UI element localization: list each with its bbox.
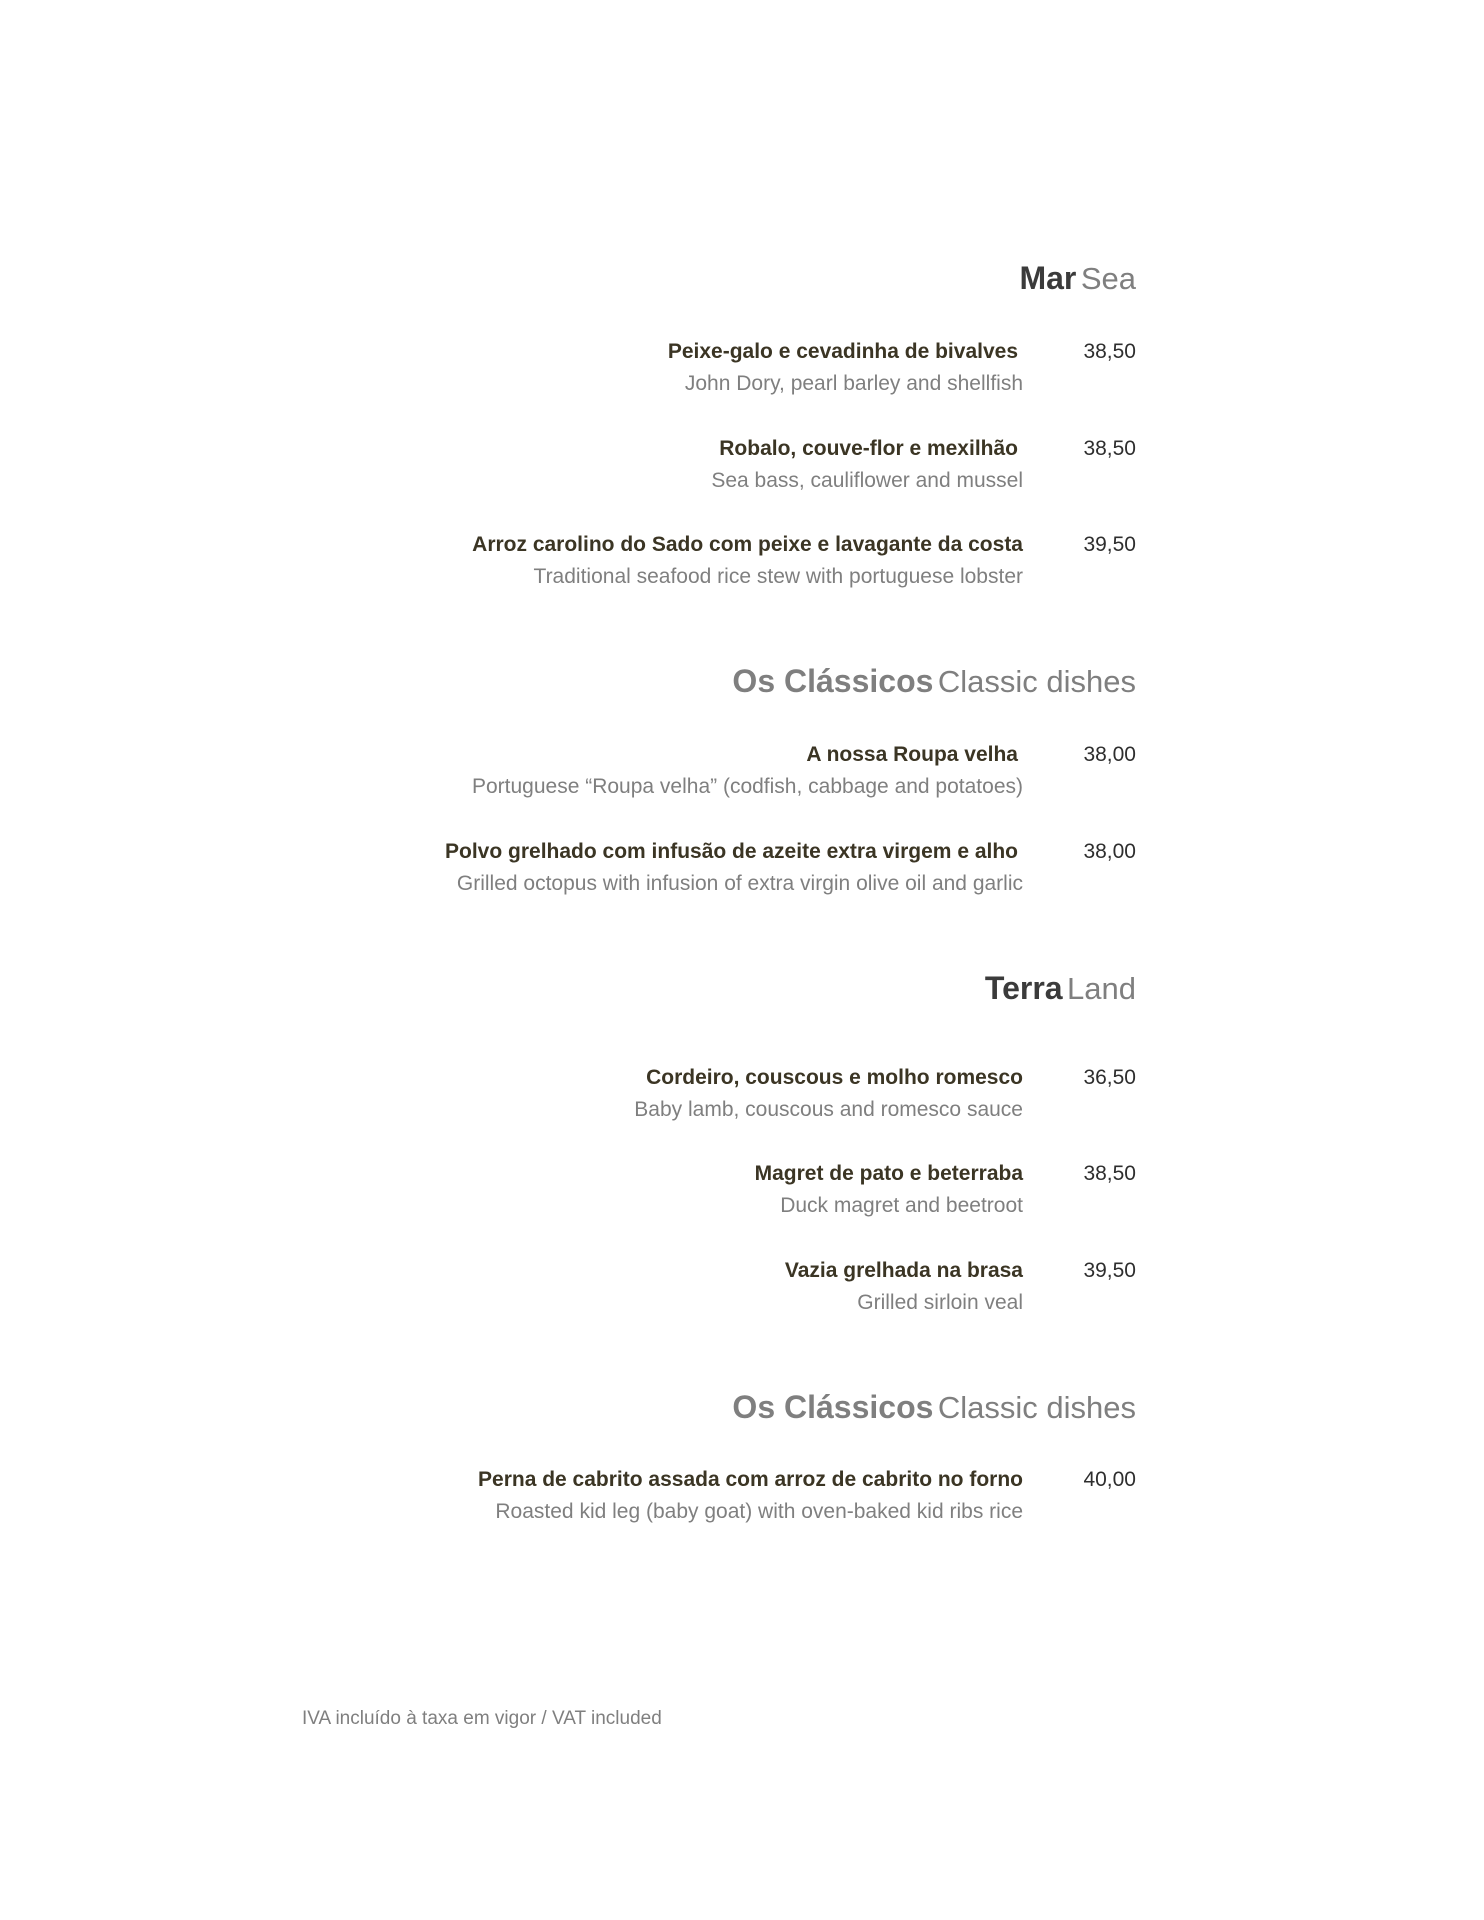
dish-description: Baby lamb, couscous and romesco sauce bbox=[634, 1098, 1023, 1121]
dish-price: 39,50 bbox=[1083, 533, 1136, 556]
section-title-en: Sea bbox=[1080, 261, 1136, 296]
section-title-pt: Terra bbox=[984, 970, 1063, 1006]
section-title-pt: Os Clássicos bbox=[732, 1389, 934, 1425]
vat-note: IVA incluído à taxa em vigor / VAT included bbox=[302, 1708, 662, 1729]
dish-name: Magret de pato e beterraba bbox=[754, 1162, 1023, 1185]
dish-name: Robalo, couve-flor e mexilhão bbox=[719, 437, 1018, 460]
dish-price: 38,00 bbox=[1083, 743, 1136, 766]
dish-description: Sea bass, cauliflower and mussel bbox=[711, 469, 1023, 492]
dish-name: Peixe-galo e cevadinha de bivalves bbox=[667, 340, 1018, 363]
dish-price: 40,00 bbox=[1083, 1468, 1136, 1491]
dish-name: Arroz carolino do Sado com peixe e lavagante da costa bbox=[472, 533, 1023, 556]
section-title-en: Classic dishes bbox=[937, 664, 1136, 699]
dish-price: 38,50 bbox=[1083, 437, 1136, 460]
dish-price: 38,50 bbox=[1083, 340, 1136, 363]
dish-name: A nossa Roupa velha bbox=[806, 743, 1018, 766]
section-title-pt: Os Clássicos bbox=[732, 663, 934, 699]
dish-name: Cordeiro, couscous e molho romesco bbox=[646, 1066, 1023, 1089]
dish-price: 36,50 bbox=[1083, 1066, 1136, 1089]
section-heading-classics bbox=[732, 1391, 1136, 1423]
dish-description: Portuguese “Roupa velha” (codfish, cabbage and potatoes) bbox=[471, 775, 1023, 798]
dish-price: 38,50 bbox=[1083, 1162, 1136, 1185]
dish-name: Vazia grelhada na brasa bbox=[784, 1259, 1023, 1282]
section-title-en: Land bbox=[1067, 971, 1136, 1006]
section-title-pt: Mar bbox=[1019, 260, 1077, 296]
dish-description: Grilled octopus with infusion of extra virgin olive oil and garlic bbox=[456, 872, 1023, 895]
dish-description: Roasted kid leg (baby goat) with oven-baked kid ribs rice bbox=[495, 1500, 1023, 1523]
section-heading-land bbox=[985, 972, 1136, 1004]
section-heading-classics bbox=[732, 665, 1136, 697]
dish-description: Traditional seafood rice stew with portuguese lobster bbox=[533, 565, 1023, 588]
dish-name: Perna de cabrito assada com arroz de cabrito no forno bbox=[478, 1468, 1023, 1491]
dish-price: 39,50 bbox=[1083, 1259, 1136, 1282]
dish-description: Duck magret and beetroot bbox=[780, 1194, 1023, 1217]
dish-description: John Dory, pearl barley and shellfish bbox=[684, 372, 1023, 395]
section-heading-sea bbox=[1019, 262, 1136, 294]
dish-name: Polvo grelhado com infusão de azeite extra virgem e alho bbox=[445, 840, 1018, 863]
dish-description: Grilled sirloin veal bbox=[857, 1291, 1023, 1314]
dish-price: 38,00 bbox=[1083, 840, 1136, 863]
section-title-en: Classic dishes bbox=[937, 1390, 1136, 1425]
